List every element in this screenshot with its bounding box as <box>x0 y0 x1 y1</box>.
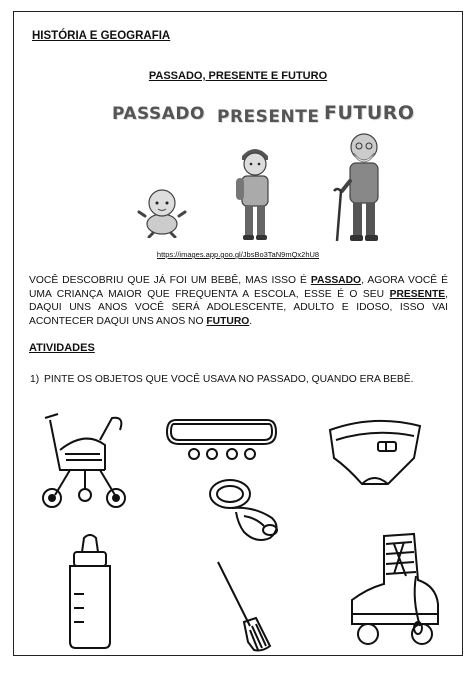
intro-paragraph <box>29 274 448 328</box>
diaper-icon[interactable] <box>326 412 424 490</box>
baby-bottle-icon[interactable] <box>54 534 126 652</box>
image-source-link[interactable]: https://images.app.goo.gl/JbsBo3TaN9mQx2hU8 <box>156 250 320 259</box>
keyword-past: PASSADO <box>310 275 362 286</box>
stroller-icon[interactable] <box>30 410 130 512</box>
label-future: FUTURO <box>324 102 415 124</box>
activities-heading: ATIVIDADES <box>29 342 95 354</box>
label-present: PRESENTE <box>217 107 320 127</box>
item-number: 1) <box>30 374 40 385</box>
activity-item-1 <box>30 374 448 387</box>
para-text-3: , DAQUI UNS ANOS VOCÊ SERÁ ADOLESCENTE, ADULTO E IDOSO, ISSO VAI ACONTECER DAQUI UNS ANOS NO <box>29 288 448 327</box>
para-text-4: . <box>249 315 253 327</box>
keyword-future: FUTURO <box>206 315 250 327</box>
item-text: PINTE OS OBJETOS QUE VOCÊ USAVA NO PASSADO, QUANDO ERA BEBÊ. <box>44 374 414 385</box>
subject-title: HISTÓRIA E GEOGRAFIA <box>32 30 171 42</box>
timeline-illustration <box>92 94 415 244</box>
skateboard-icon[interactable] <box>164 414 279 462</box>
topic-title: PASSADO, PRESENTE E FUTURO <box>148 70 328 82</box>
broom-icon[interactable] <box>210 560 278 654</box>
keyword-present: PRESENTE <box>389 288 446 300</box>
para-text-1: VOCÊ DESCOBRIU QUE JÁ FOI UM BEBÊ, MAS ISSO É <box>29 275 311 286</box>
elderly-man-icon <box>332 129 392 244</box>
label-past: PASSADO <box>112 104 205 124</box>
para-text-2: , AGORA VOCÊ É UMA CRIANÇA MAIOR QUE FREQUENTA A ESCOLA, ESSE É O SEU <box>29 275 449 300</box>
baby-icon <box>137 186 187 238</box>
roller-skate-icon[interactable] <box>344 530 444 648</box>
pacifier-icon[interactable] <box>196 472 286 544</box>
worksheet-page <box>13 11 463 656</box>
child-icon <box>232 144 278 242</box>
